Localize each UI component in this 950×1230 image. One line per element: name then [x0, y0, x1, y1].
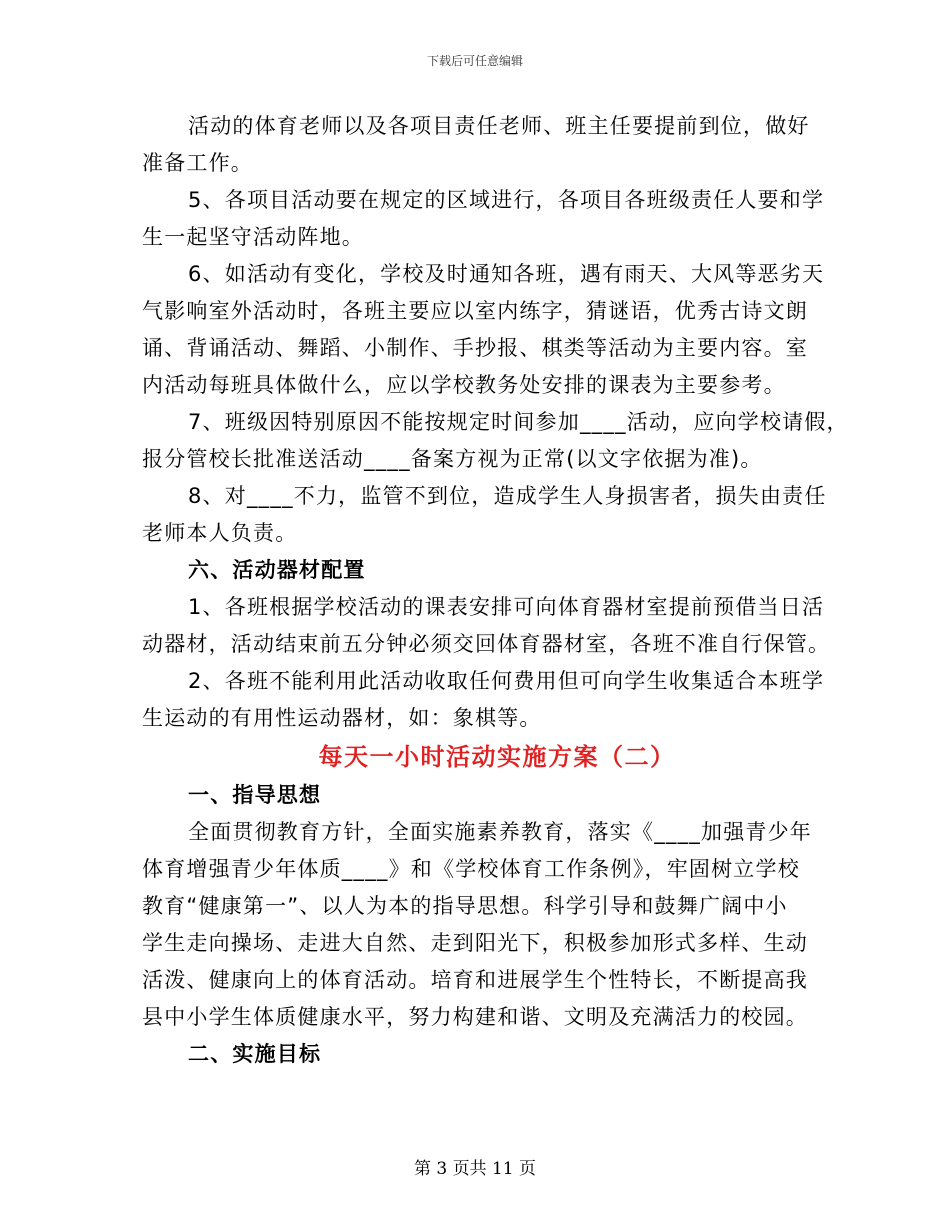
text-line: 老师本人负责。 — [142, 521, 298, 545]
paragraph-item-7 — [142, 404, 849, 478]
text-line: 活泼、健康向上的体育活动。培育和进展学生个性特长，不断提高我 — [142, 968, 808, 992]
section-heading-equipment: 六、活动器材配置 — [188, 558, 366, 582]
text-line: 学生走向操场、走进大自然、走到阳光下，积极参加形式多样、生动 — [142, 931, 808, 955]
text-line: 2、各班不能利用此活动收取任何费用但可向学生收集适合本班学 — [188, 669, 825, 693]
header-note: 下载后可任意编辑 — [426, 54, 523, 68]
text-line: 内活动每班具体做什么，应以学校教务处安排的课表为主要参考。 — [142, 373, 786, 397]
paragraph-item-8 — [142, 478, 827, 552]
section-heading-guidance: 一、指导思想 — [188, 783, 322, 807]
text-line: 诵、背诵活动、舞蹈、小制作、手抄报、棋类等活动为主要内容。室 — [142, 336, 808, 360]
text-line: 气影响室外活动时，各班主要应以室内练字，猜谜语，优秀古诗文朗 — [142, 299, 808, 323]
text-line: 1、各班根据学校活动的课表安排可向体育器材室提前预借当日活 — [188, 595, 825, 619]
text-line: 教育“健康第一”、以人为本的指导思想。科学引导和鼓舞广阔中小 — [142, 894, 788, 918]
paragraph-equipment-1 — [142, 589, 831, 663]
text-line: 活动的体育老师以及各项目责任老师、班主任要提前到位，做好 — [188, 114, 810, 138]
page-footer: 第 3 页共 11 页 — [413, 1159, 537, 1179]
text-line: 体育增强青少年体质____》和《学校体育工作条例》，牢固树立学校 — [142, 857, 800, 881]
text-line: 动器材，活动结束前五分钟必须交回体育器材室，各班不准自行保管。 — [142, 632, 831, 656]
text-line: 县中小学生体质健康水平，努力构建和谐、文明及充满活力的校园。 — [142, 1005, 808, 1029]
document-title: 每天一小时活动实施方案（二） — [318, 743, 676, 771]
paragraph-equipment-2 — [142, 663, 825, 737]
text-line: 报分管校长批准送活动____备案方视为正常(以文字依据为准)。 — [142, 447, 763, 471]
text-line: 生运动的有用性运动器材，如：象棋等。 — [142, 706, 542, 730]
section-heading-goals: 二、实施目标 — [188, 1042, 322, 1066]
text-line: 8、对____不力，监管不到位，造成学生人身损害者，损失由责任 — [188, 484, 827, 508]
text-line: 准备工作。 — [142, 151, 253, 175]
paragraph-continuation — [142, 108, 822, 182]
text-line: 7、班级因特别原因不能按规定时间参加____活动，应向学校请假， — [188, 410, 849, 434]
text-line: 全面贯彻教育方针，全面实施素养教育，落实《____加强青少年 — [188, 820, 812, 844]
paragraph-guidance — [142, 814, 822, 1036]
text-line: 生一起坚守活动阵地。 — [142, 225, 364, 249]
text-line: 5、各项目活动要在规定的区域进行，各项目各班级责任人要和学 — [188, 188, 825, 212]
text-line: 6、如活动有变化，学校及时通知各班，遇有雨天、大风等恶劣天 — [188, 262, 825, 286]
paragraph-item-6 — [142, 256, 825, 404]
document-body — [142, 108, 849, 1073]
paragraph-item-5 — [142, 182, 825, 256]
